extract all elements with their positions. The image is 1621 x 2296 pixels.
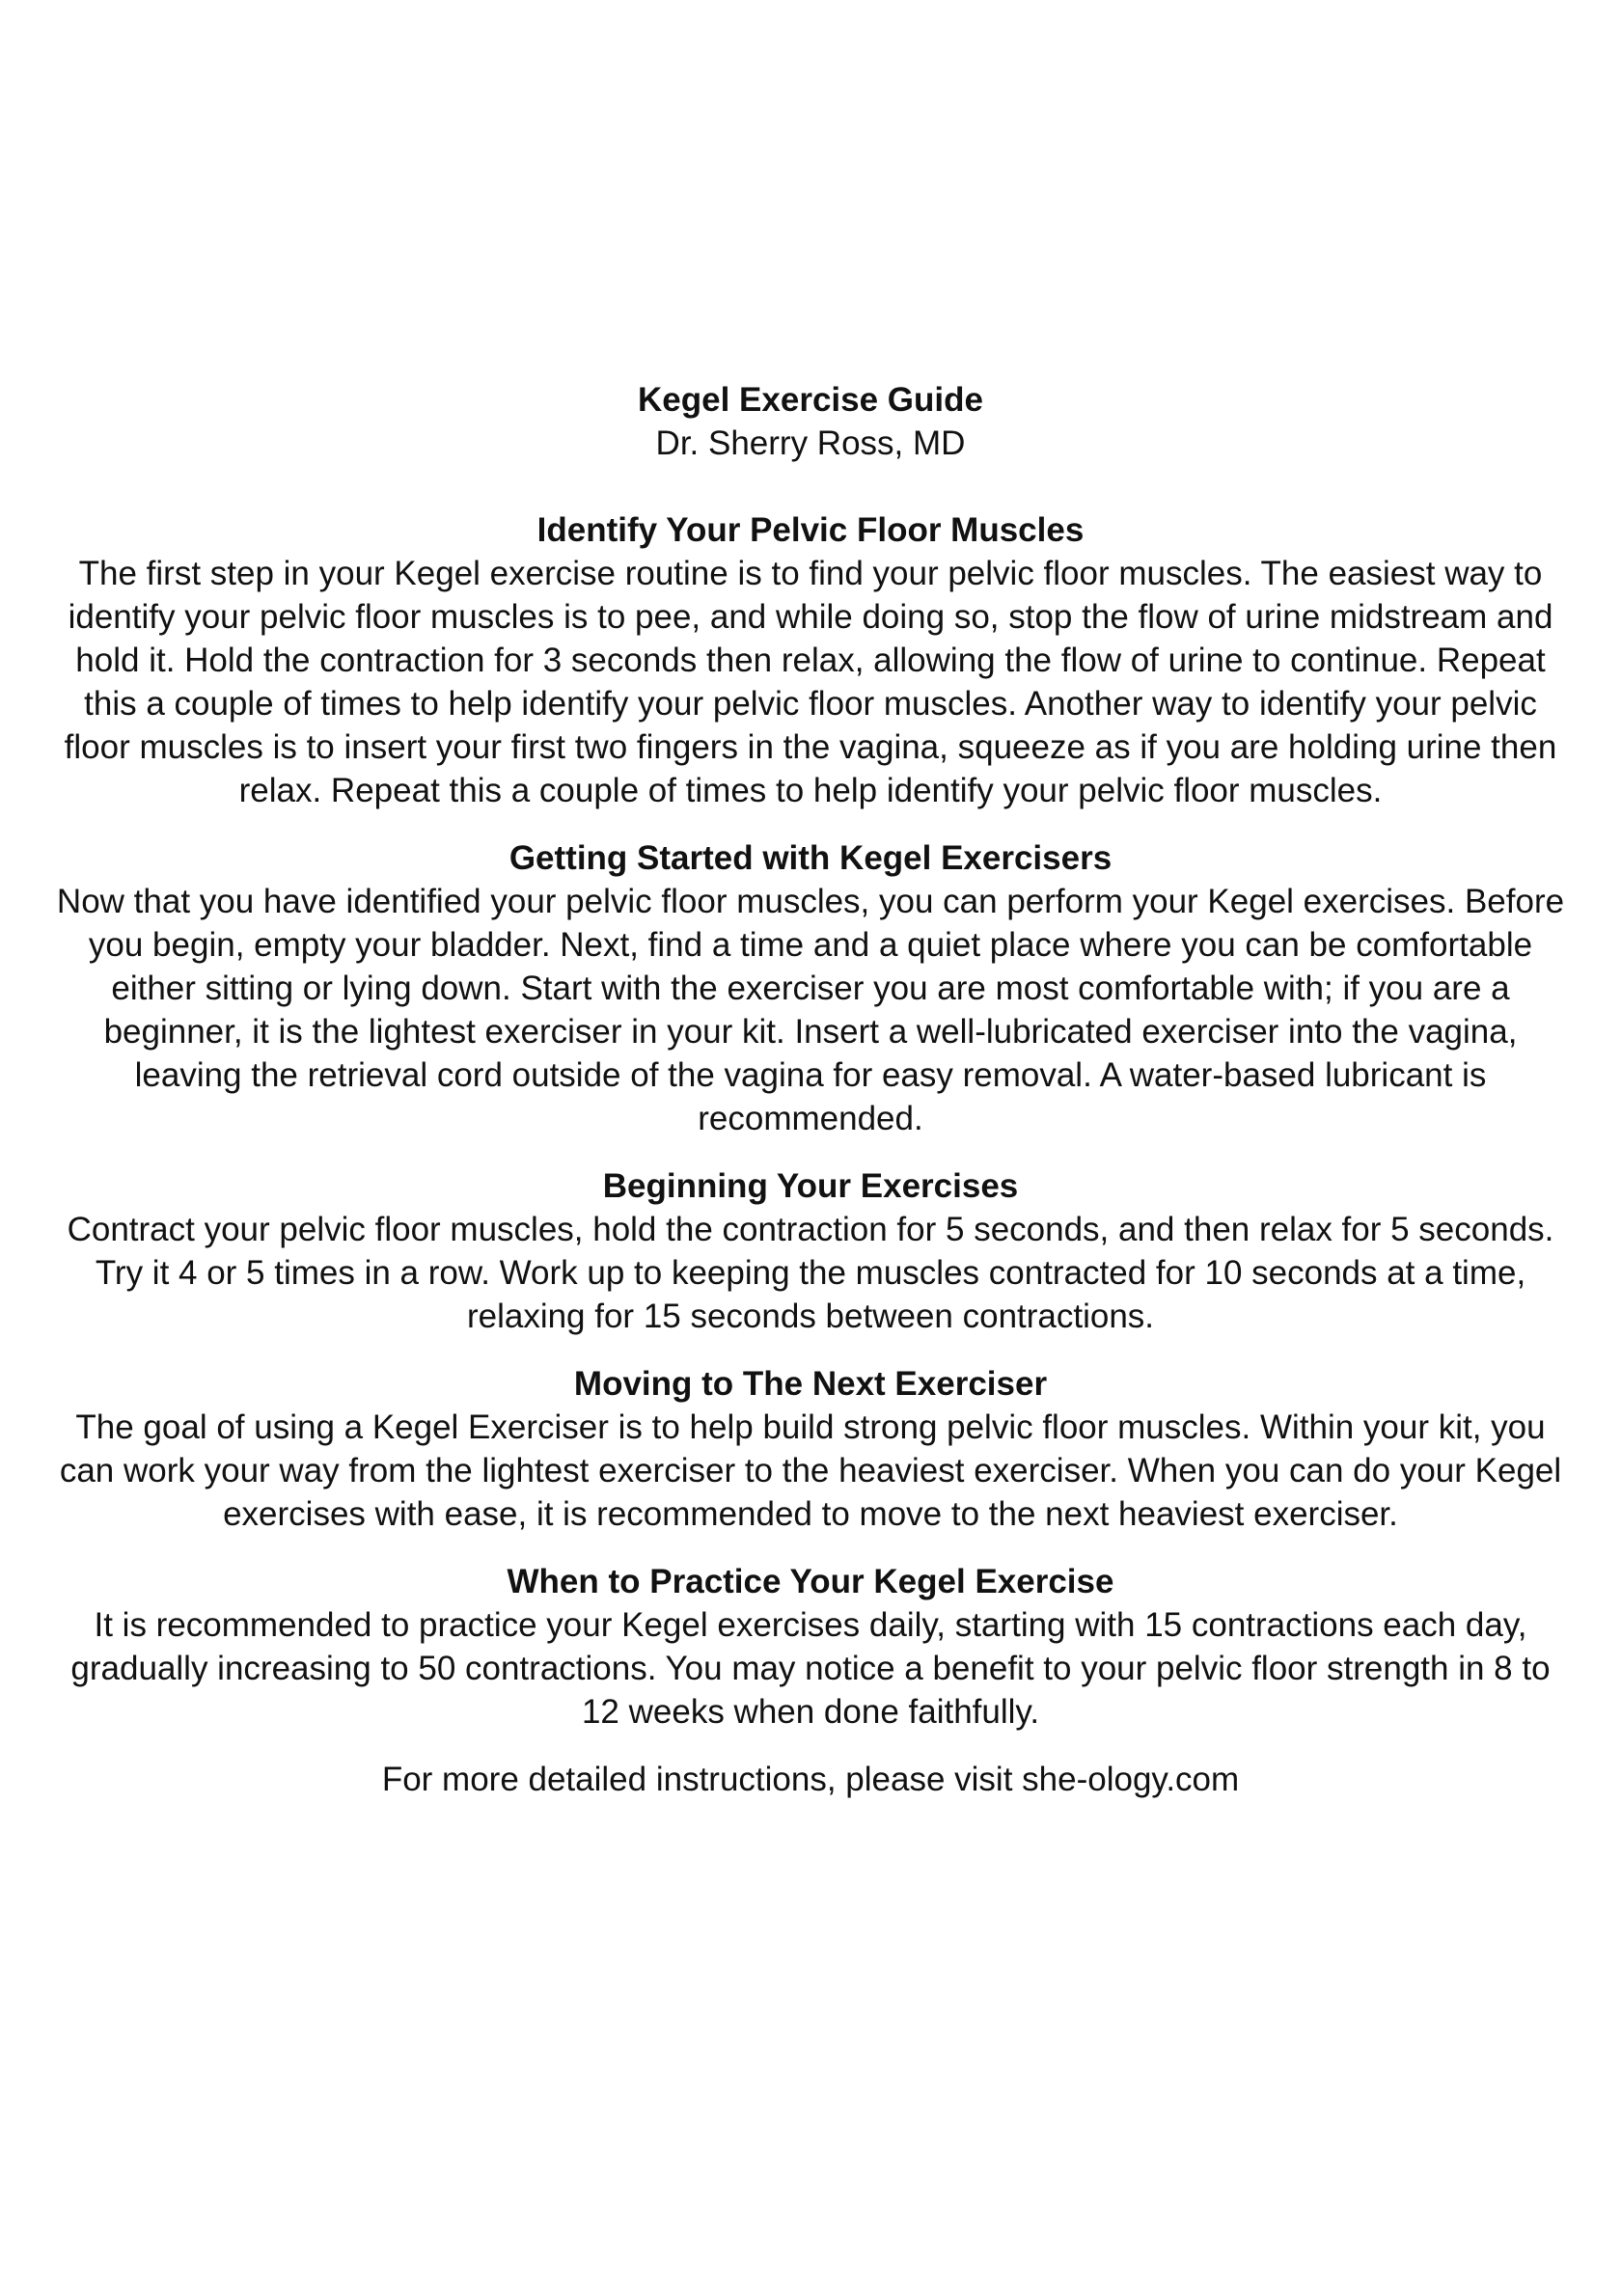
section-body: It is recommended to practice your Kegel exercises daily, starting with 15 contractions each day, gradually increasing to 50 contractions. You may notice a benefit to your pelvic floor strength in 8 to 12 weeks when done faithfully. bbox=[70, 1606, 1551, 1731]
section-beginning-exercises bbox=[48, 1164, 1573, 1338]
document bbox=[48, 378, 1573, 1801]
document-author: Dr. Sherry Ross, MD bbox=[655, 424, 966, 462]
section-identify-muscles bbox=[48, 508, 1573, 812]
section-heading: Getting Started with Kegel Exercisers bbox=[508, 839, 1113, 877]
section-heading: Moving to The Next Exerciser bbox=[573, 1365, 1048, 1403]
footer-note: For more detailed instructions, please visit she-ology.com bbox=[381, 1761, 1240, 1798]
section-body: Contract your pelvic floor muscles, hold the contraction for 5 seconds, and then relax for 5 seconds. Try it 4 or 5 times in a row. Work up to keeping the muscles contracted for 10 seconds at a time, relaxing for 15 seconds between contractions. bbox=[67, 1211, 1554, 1335]
section-heading: Identify Your Pelvic Floor Muscles bbox=[536, 511, 1085, 549]
section-next-exerciser bbox=[48, 1362, 1573, 1536]
section-heading: When to Practice Your Kegel Exercise bbox=[507, 1563, 1114, 1600]
section-body: The first step in your Kegel exercise routine is to find your pelvic floor muscles. The easiest way to identify your pelvic floor muscles is to pee, and while doing so, stop the flow of urine midstream and hold it. Hold the contraction for 3 seconds then relax, allowing the flow of urine to continue. Repeat this a couple of times to help identify your pelvic floor muscles. Another way to identify your pelvic floor muscles is to insert your first two fingers in the vagina, squeeze as if you are holding urine then relax. Repeat this a couple of times to help identify your pelvic floor muscles. bbox=[64, 555, 1557, 809]
section-body: Now that you have identified your pelvic floor muscles, you can perform your Kegel exercises. Before you begin, empty your bladder. Next, find a time and a quiet place where you can be comfortable either sitting or lying down. Start with the exerciser you are most comfortable with; if you are a beginner, it is the lightest exerciser in your kit. Insert a well-lubricated exerciser into the vagina, leaving the retrieval cord outside of the vagina for easy removal. A water-based lubricant is recommended. bbox=[56, 883, 1565, 1137]
section-heading: Beginning Your Exercises bbox=[602, 1167, 1019, 1205]
section-getting-started bbox=[48, 836, 1573, 1140]
document-title: Kegel Exercise Guide bbox=[638, 381, 983, 419]
section-body: The goal of using a Kegel Exerciser is to help build strong pelvic floor muscles. Within your kit, you can work your way from the lightest exerciser to the heaviest exerciser. When you can do your Kegel exercises with ease, it is recommended to move to the next heaviest exerciser. bbox=[59, 1408, 1562, 1533]
section-when-to-practice bbox=[48, 1560, 1573, 1734]
